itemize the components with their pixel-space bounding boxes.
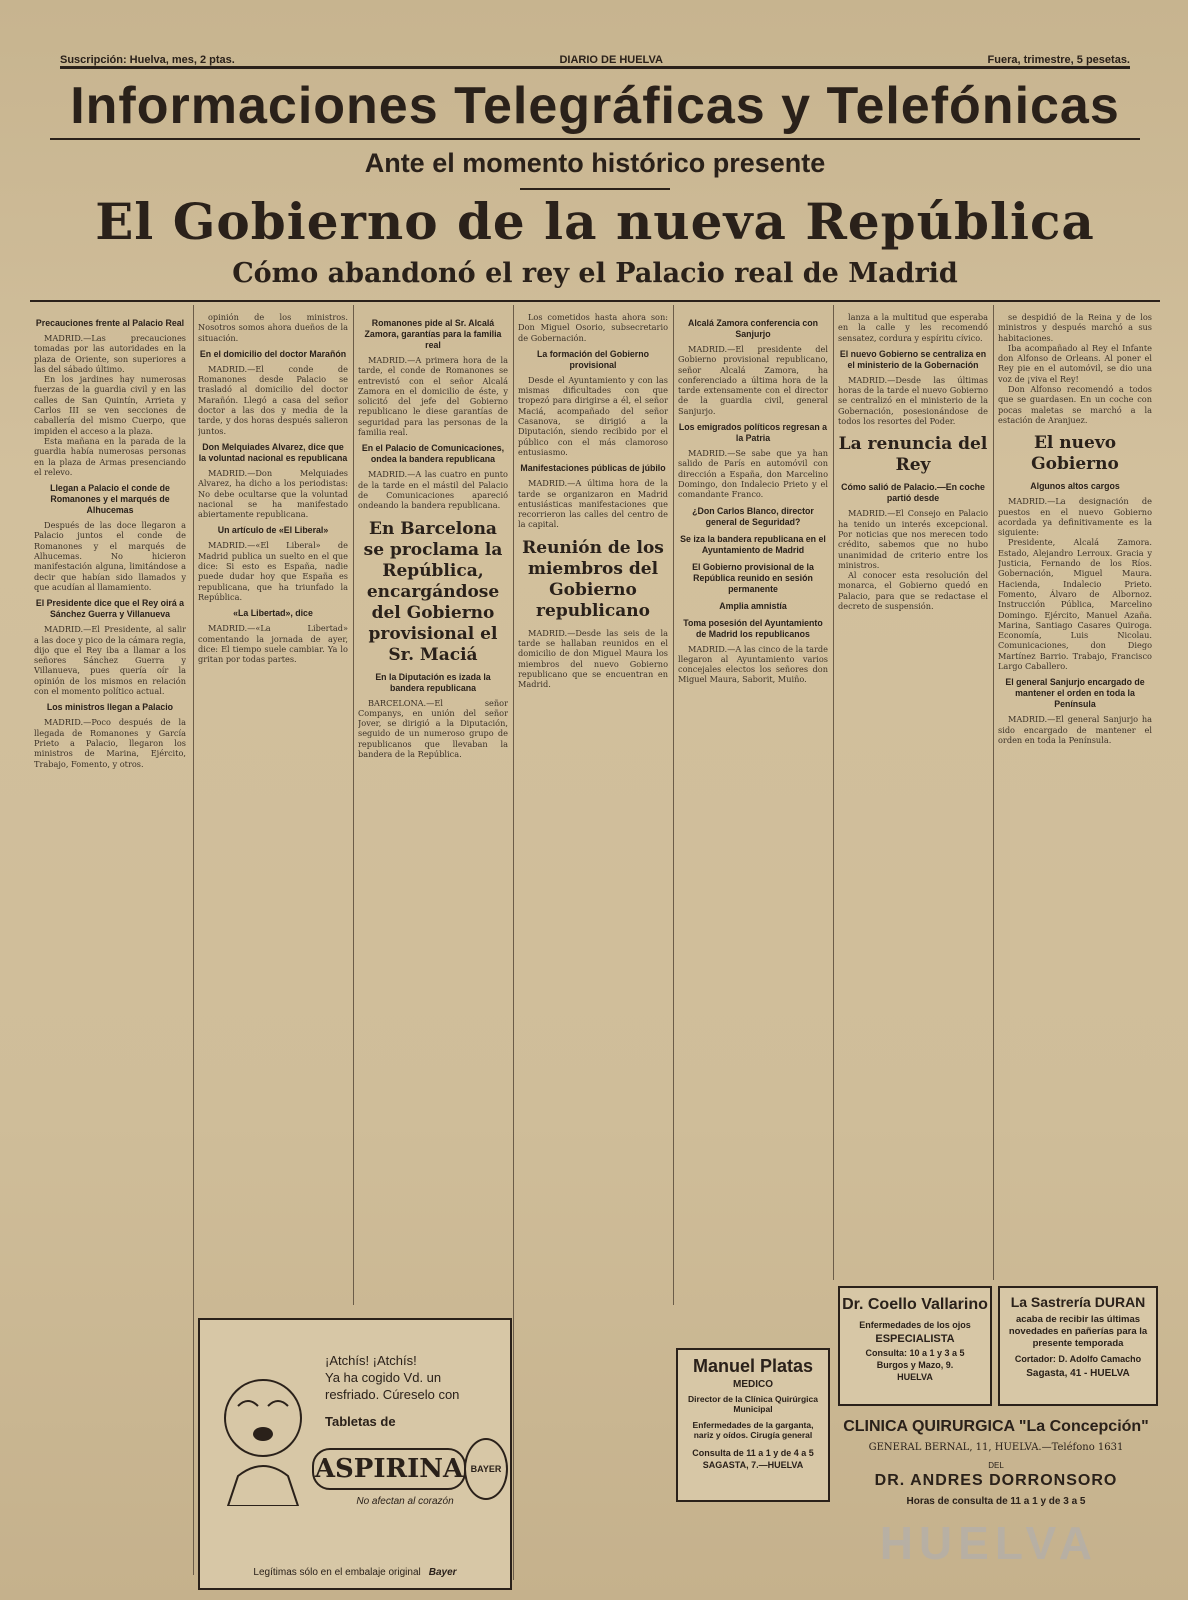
sneezing-man-icon bbox=[208, 1356, 318, 1506]
paragraph: MADRID.—El presidente del Gobierno provisional republicano, señor Alcalá Zamora, ha conferenciado a última hora de la tarde extensamente con el director de la guardia civil, general Sanjurjo. bbox=[678, 344, 828, 416]
bayer-cross-logo: BAYER bbox=[464, 1438, 508, 1500]
subheading: Toma posesión del Ayuntamiento de Madrid los republicanos bbox=[683, 617, 823, 639]
subheading: En la Diputación es izada la bandera republicana bbox=[375, 671, 491, 693]
paragraph: MADRID.—El general Sanjurjo ha sido encargado de mantener el orden en toda la Península. bbox=[998, 714, 1152, 745]
subheading: El general Sanjurjo encargado de mantener el orden en toda la Península bbox=[1005, 677, 1145, 710]
column-rule bbox=[993, 305, 994, 1280]
paragraph: MADRID.—El conde de Romanones desde Palacio se trasladó al domicilio del doctor Marañón. Llegó a casa del señor doctor a las dos y media de la tarde, y dos horas después salieron juntos. bbox=[198, 363, 348, 436]
main-headline: El Gobierno de la nueva República bbox=[95, 192, 1095, 251]
column-rule bbox=[193, 305, 194, 1575]
column-rule bbox=[673, 305, 674, 1305]
paragraph: MADRID.—«El Liberal» de Madrid publica un suelto en el que dice: Si esto es España, nadie puede dudar hoy que España es republicana, que ha triunfado la República. bbox=[198, 540, 348, 602]
paragraph: MADRID.—Poco después de la llegada de Romanones y García Prieto a Palacio, llegaron los ministros de Marina, Ejército, Trabajo, Fomento, y otros. bbox=[34, 717, 186, 769]
duran-ad bbox=[998, 1286, 1158, 1406]
ad-line: Director de la Clínica Quirúrgica Municipal bbox=[688, 1394, 818, 1414]
ad-line: DR. ANDRES DORRONSORO bbox=[874, 1472, 1118, 1489]
paragraph: En los jardines hay numerosas fuerzas de la guardia civil y en las calles de San Quintín, Arrieta y Carlos III se ven secciones de caballería del mismo Cuerpo, que impiden el acceso a la plaza. bbox=[34, 374, 186, 436]
clinica-ad bbox=[838, 1410, 1154, 1526]
paragraph: MADRID.—El Presidente, al salir a las doce y pico de la cámara regia, dijo que el Rey iba a llamar a los señores Sánchez Guerra y Villanueva, pues quería oír la opinión de los mismos en relación con el momento político actual. bbox=[34, 624, 186, 697]
divider bbox=[30, 300, 1160, 302]
paragraph: MADRID.—Se sabe que ya han salido de París en automóvil con dirección a España, don Marcelino Domingo, don Indalecio Prieto y el comandante Franco. bbox=[678, 448, 828, 500]
subheading: Los ministros llegan a Palacio bbox=[46, 702, 174, 713]
article-column-2 bbox=[198, 312, 348, 1312]
subheading: El Gobierno provisional de la República reunido en sesión permanente bbox=[692, 561, 814, 594]
subheading: «La Libertad», dice bbox=[233, 608, 313, 619]
ad-line: MEDICO bbox=[733, 1379, 773, 1390]
subheading: Romanones pide al Sr. Alcalá Zamora, garantías para la familia real bbox=[364, 318, 502, 350]
feature-headline: Reunión de los miembros del Gobierno republicano bbox=[522, 537, 664, 621]
ad-line: Legítimas sólo en el embalaje original bbox=[253, 1567, 421, 1578]
aspirina-brand: ASPIRINA bbox=[312, 1448, 466, 1490]
ad-line: GENERAL BERNAL, 11, HUELVA.—Teléfono 1631 bbox=[868, 1442, 1124, 1453]
archive-watermark: HUELVA bbox=[879, 1517, 1098, 1569]
feature-headline: En Barcelona se proclama la República, encargándose del Gobierno provisional el Sr. Maciá bbox=[363, 518, 503, 665]
ad-line: Ya ha cogido Vd. un resfriado. Cúreselo con bbox=[325, 1370, 460, 1402]
paper-name: DIARIO DE HUELVA bbox=[559, 54, 663, 66]
paragraph: MADRID.—«La Libertad» comentando la jornada de ayer, dice: El tiempo suele cambiar. Ya lo gritan por todas partes. bbox=[198, 623, 348, 665]
paragraph: MADRID.—La designación de puestos en el nuevo Gobierno acordada ya definitivamente es la siguiente: bbox=[998, 496, 1152, 538]
subheading: Se iza la bandera republicana en el Ayuntamiento de Madrid bbox=[680, 533, 826, 555]
sub-headline: Cómo abandonó el rey el Palacio real de Madrid bbox=[232, 258, 958, 289]
subheading: Un artículo de «El Liberal» bbox=[217, 525, 329, 536]
subheading: El nuevo Gobierno se centraliza en el ministerio de la Gobernación bbox=[839, 348, 987, 370]
ad-line: acaba de recibir las últimas novedades en pañerías para la presente temporada bbox=[1008, 1314, 1148, 1349]
ad-line: Consulta de 11 a 1 y de 4 a 5 bbox=[692, 1448, 814, 1458]
paragraph: opinión de los ministros. Nosotros somos ahora dueños de la situación. bbox=[198, 312, 348, 343]
subheading: La formación del Gobierno provisional bbox=[537, 348, 649, 370]
aspirina-ad bbox=[198, 1318, 512, 1590]
feature-headline: El nuevo Gobierno bbox=[1031, 433, 1119, 475]
divider bbox=[520, 188, 670, 190]
subheading: Cómo salió de Palacio.—En coche partió desde bbox=[841, 482, 985, 504]
article-column-1 bbox=[34, 312, 186, 1592]
subscription-local: Suscripción: Huelva, mes, 2 ptas. bbox=[60, 54, 235, 66]
paragraph: BARCELONA.—El señor Companys, en unión del señor Jover, se dirigió a la Diputación, seguido de un numeroso grupo de republicanos que llevaban la bandera de la República. bbox=[358, 697, 508, 760]
feature-headline: La renuncia del Rey bbox=[838, 434, 988, 476]
ad-line: Burgos y Mazo, 9. bbox=[876, 1360, 954, 1370]
ad-line: Enfermedades de la garganta, nariz y oídos. Cirugía general bbox=[692, 1420, 814, 1440]
ad-line: HUELVA bbox=[897, 1372, 933, 1382]
subheading: Manifestaciones públicas de júbilo bbox=[520, 463, 666, 474]
masthead-bar bbox=[60, 48, 1130, 69]
ad-line: Horas de consulta de 11 a 1 y de 3 a 5 bbox=[906, 1496, 1086, 1507]
paragraph: MADRID.—A primera hora de la tarde, el conde de Romanones se entrevistó con el señor Alcalá Zamora en el domicilio de éste, y solicitó del jefe del Gobierno republicano le diese garantías de seguridad para las personas de la familia real. bbox=[358, 355, 508, 438]
paragraph: Esta mañana en la parada de la guardia había numerosas personas en la plaza de Armas presenciando el relevo. bbox=[34, 435, 186, 477]
article-column-6 bbox=[838, 312, 988, 1287]
subheading: Llegan a Palacio el conde de Romanones y el marqués de Alhucemas bbox=[50, 483, 170, 516]
column-rule bbox=[353, 305, 354, 1305]
article-column-7 bbox=[998, 312, 1152, 1287]
paragraph: MADRID.—Las precauciones tomadas por las autoridades en la plaza de Oriente, son superiores a las del sábado último. bbox=[34, 333, 186, 374]
paragraph: Después de las doce llegaron a Palacio juntos el conde de Romanones y el marqués de Alhucemas. No hicieron manifestación alguna, limitándose a decir que habían sido llamados y que acudían al llamamiento. bbox=[34, 520, 186, 592]
ad-line: ¡Atchís! ¡Atchís! bbox=[325, 1353, 417, 1368]
paragraph: MADRID.—A las cinco de la tarde llegaron al Ayuntamiento varios concejales electos los señores don Miguel Maura, Saborit, Muiño. bbox=[678, 643, 828, 685]
ad-line: Cortador: D. Adolfo Camacho bbox=[1014, 1354, 1142, 1364]
ad-line: Enfermedades de los ojos bbox=[859, 1320, 971, 1330]
article-column-3 bbox=[358, 312, 508, 1312]
ad-line: No afectan al corazón bbox=[356, 1496, 454, 1507]
paragraph: Los cometidos hasta ahora son: Don Miguel Osorio, subsecretario de Gobernación. bbox=[518, 312, 668, 343]
paragraph: MADRID.—Desde las seis de la tarde se hallaban reunidos en el domicilio de don Miguel Maura los miembros del nuevo Gobierno republicano que se encuentran en Madrid. bbox=[518, 627, 668, 690]
paragraph: se despidió de la Reina y de los ministros y después marchó a sus habitaciones. bbox=[998, 312, 1152, 343]
article-column-5 bbox=[678, 312, 828, 1312]
vallarino-ad bbox=[838, 1286, 992, 1406]
ad-title: Dr. Coello Vallarino bbox=[842, 1296, 988, 1313]
ad-title: CLINICA QUIRURGICA "La Concepción" bbox=[843, 1418, 1149, 1435]
ad-title: La Sastrería DURAN bbox=[1010, 1294, 1146, 1310]
ad-line: SAGASTA, 7.—HUELVA bbox=[702, 1460, 804, 1470]
subheading: Algunos altos cargos bbox=[1030, 481, 1120, 492]
ad-line: Consulta: 10 a 1 y 3 a 5 bbox=[865, 1348, 965, 1358]
paragraph: Iba acompañado al Rey el Infante don Alfonso de Orleans. Al poner el Rey pie en el automóvil, se dio una voz de ¡viva el Rey! bbox=[998, 342, 1152, 384]
paragraph: Al conocer esta resolución del monarca, el Gobierno quedó en Palacio, para que se redactase el decreto de suspensión. bbox=[838, 570, 988, 612]
subheading: El Presidente dice que el Rey oirá a Sánchez Guerra y Villanueva bbox=[35, 598, 185, 620]
kicker-headline: Ante el momento histórico presente bbox=[364, 148, 826, 178]
article-column-4 bbox=[518, 312, 668, 1312]
ad-line: Sagasta, 41 - HUELVA bbox=[1026, 1368, 1130, 1379]
paragraph: Don Alfonso recomendó a todos que se guardasen. En un coche con pocas maletas se marchó a la estación de Aranjuez. bbox=[998, 384, 1152, 425]
ad-title: Manuel Platas bbox=[692, 1356, 814, 1376]
ad-line: DEL bbox=[988, 1461, 1004, 1470]
section-title: Informaciones Telegráficas y Telefónicas bbox=[50, 74, 1140, 140]
subheading: Precauciones frente al Palacio Real bbox=[35, 318, 185, 328]
column-rule bbox=[513, 305, 514, 1580]
paragraph: MADRID.—A las cuatro en punto de la tarde en el mástil del Palacio de Comunicaciones apareció ondeando la bandera republicana. bbox=[358, 469, 508, 511]
column-rule bbox=[833, 305, 834, 1280]
subheading: Alcalá Zamora conferencia con Sanjurjo bbox=[687, 318, 819, 339]
platas-ad bbox=[676, 1348, 830, 1502]
subheading: En el Palacio de Comunicaciones, ondea la bandera republicana bbox=[361, 443, 505, 465]
ad-line: ESPECIALISTA bbox=[875, 1333, 955, 1345]
paragraph: MADRID.—Desde las últimas horas de la tarde el nuevo Gobierno se centralizó en el ministerio de la Gobernación, posesionándose de todos los resortes del Poder. bbox=[838, 374, 988, 427]
subheading: ¿Don Carlos Blanco, director general de Seguridad? bbox=[692, 505, 814, 527]
subheading: Don Melquiades Alvarez, dice que la voluntad nacional es republicana bbox=[198, 441, 348, 463]
subscription-outside: Fuera, trimestre, 5 pesetas. bbox=[987, 54, 1130, 66]
ad-line: Tabletas de bbox=[325, 1414, 396, 1429]
paragraph: MADRID.—El Consejo en Palacio ha tenido un interés excepcional. Por noticias que nos merecen todo crédito, sabemos que no hubo unanimidad de criterio entre los ministros. bbox=[838, 508, 988, 570]
paragraph: Desde el Ayuntamiento y con las mismas dificultades con que tropezó para dirigirse a él, el señor Maciá, acompañado del señor Casanova, se dirigió a la Diputación, siendo recibido por el público con el más clamoroso entusiasmo. bbox=[518, 374, 668, 457]
subheading: Amplia amnistía bbox=[719, 600, 787, 611]
paragraph: MADRID.—A última hora de la tarde se organizaron en Madrid entusiásticas manifestaciones que recorrieron las calles del centro de la capital. bbox=[518, 478, 668, 530]
paragraph: lanza a la multitud que esperaba en la calle y les recomendó sensatez, cordura y espíritu cívico. bbox=[838, 312, 988, 343]
subheading: En el domicilio del doctor Marañón bbox=[199, 348, 347, 359]
paragraph: MADRID.—Don Melquiades Alvarez, ha dicho a los periodistas: No debe ocultarse que la voluntad nacional se ha manifestado abiertamente republicana. bbox=[198, 467, 348, 520]
subheading: Los emigrados políticos regresan a la Patria bbox=[678, 422, 828, 444]
bayer-signature: Bayer bbox=[428, 1567, 457, 1578]
paragraph: Presidente, Alcalá Zamora. Estado, Alejandro Lerroux. Gracia y Justicia, Fernando de los Ríos. Gobernación, Miguel Maura. Hacienda, Indalecio Prieto. Fomento, Álvaro de Albornoz. Instrucción Pública, Marcelino Domingo. Ejército, Manuel Azaña. Marina, Santiago Casares Quiroga. Economía, Luis Nicolau. Comunicaciones, don Diego Martínez Barrio. Trabajo, Francisco Largo Caballero. bbox=[998, 537, 1152, 672]
